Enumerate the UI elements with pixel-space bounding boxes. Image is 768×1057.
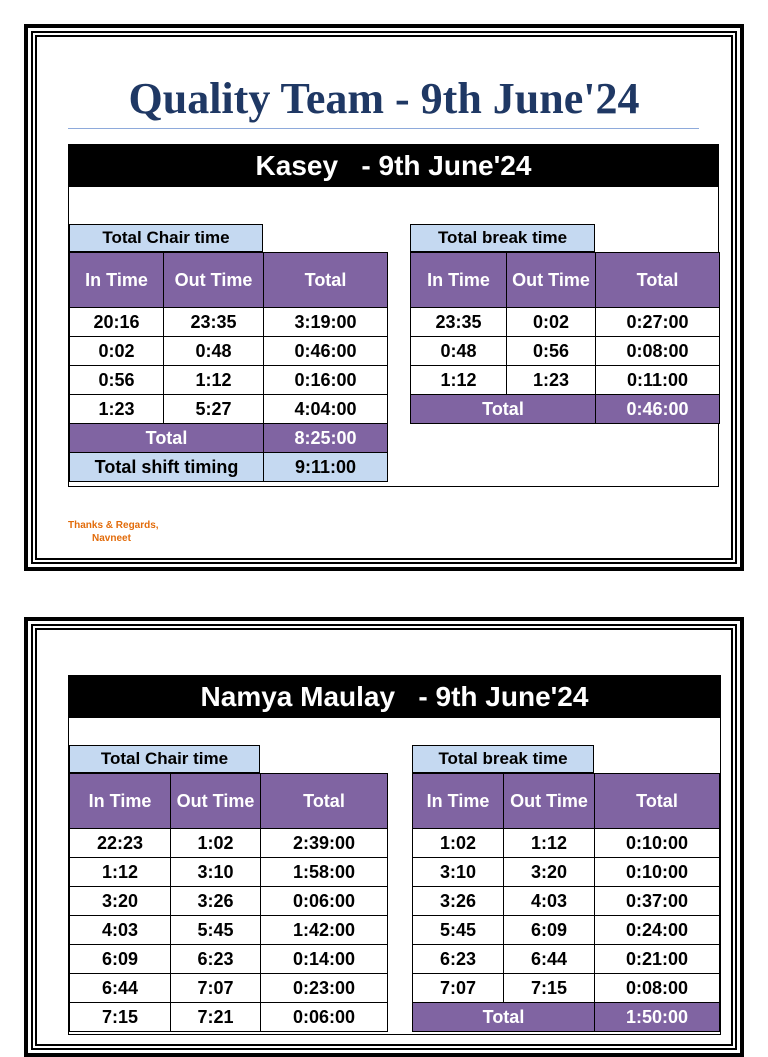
total-cell: 2:39:00 — [261, 829, 388, 858]
in-time-cell: 3:10 — [413, 858, 504, 887]
total-label: Total — [411, 395, 596, 424]
table-row — [413, 945, 720, 974]
page-title: Quality Team - 9th June'24 — [128, 74, 640, 123]
in-time-cell: 0:48 — [411, 337, 507, 366]
total-cell: 0:10:00 — [595, 829, 720, 858]
out-time-cell: 3:20 — [504, 858, 595, 887]
out-time-cell: 7:07 — [171, 974, 261, 1003]
column-header: In Time — [70, 253, 164, 308]
table-row — [413, 887, 720, 916]
in-time-cell: 7:15 — [70, 1003, 171, 1032]
table-header-row — [70, 774, 388, 829]
out-time-cell: 1:02 — [171, 829, 261, 858]
table-row — [70, 308, 388, 337]
out-time-cell: 0:48 — [164, 337, 264, 366]
table-row — [70, 829, 388, 858]
out-time-cell: 5:45 — [171, 916, 261, 945]
signature-block — [68, 519, 159, 545]
break-time-table — [410, 252, 720, 424]
total-cell: 0:08:00 — [596, 337, 720, 366]
column-header: Total — [595, 774, 720, 829]
in-time-cell: 0:02 — [70, 337, 164, 366]
chair-time-table — [69, 773, 388, 1032]
column-header: Out Time — [507, 253, 596, 308]
in-time-cell: 6:44 — [70, 974, 171, 1003]
out-time-cell: 23:35 — [164, 308, 264, 337]
total-row — [70, 424, 388, 453]
total-cell: 0:10:00 — [595, 858, 720, 887]
out-time-cell: 4:03 — [504, 887, 595, 916]
person-title: Kasey - 9th June'24 — [69, 145, 718, 187]
total-cell: 3:19:00 — [264, 308, 388, 337]
total-cell: 0:08:00 — [595, 974, 720, 1003]
in-time-cell: 1:23 — [70, 395, 164, 424]
table-row — [70, 858, 388, 887]
total-row — [413, 1003, 720, 1032]
column-header: Out Time — [171, 774, 261, 829]
column-header: Total — [264, 253, 388, 308]
table-row — [70, 1003, 388, 1032]
in-time-cell: 6:23 — [413, 945, 504, 974]
in-time-cell: 1:12 — [70, 858, 171, 887]
column-header: Out Time — [164, 253, 264, 308]
total-label: Total — [70, 424, 264, 453]
title-underline — [68, 128, 699, 129]
in-time-cell: 20:16 — [70, 308, 164, 337]
table-row — [413, 974, 720, 1003]
table-row — [70, 974, 388, 1003]
table-row — [411, 366, 720, 395]
chair-time-label: Total Chair time — [69, 224, 263, 252]
out-time-cell: 7:21 — [171, 1003, 261, 1032]
total-label: Total — [413, 1003, 595, 1032]
total-cell: 0:37:00 — [595, 887, 720, 916]
total-cell: 0:46:00 — [264, 337, 388, 366]
table-row — [70, 887, 388, 916]
out-time-cell: 3:10 — [171, 858, 261, 887]
out-time-cell: 3:26 — [171, 887, 261, 916]
out-time-cell: 6:44 — [504, 945, 595, 974]
table-row — [413, 916, 720, 945]
in-time-cell: 1:12 — [411, 366, 507, 395]
out-time-cell: 0:56 — [507, 337, 596, 366]
column-header: In Time — [70, 774, 171, 829]
out-time-cell: 7:15 — [504, 974, 595, 1003]
table-row — [411, 308, 720, 337]
table-row — [70, 366, 388, 395]
total-row — [411, 395, 720, 424]
column-header: In Time — [411, 253, 507, 308]
in-time-cell: 6:09 — [70, 945, 171, 974]
total-value: 8:25:00 — [264, 424, 388, 453]
column-header: Total — [261, 774, 388, 829]
out-time-cell: 5:27 — [164, 395, 264, 424]
chair-time-label: Total Chair time — [69, 745, 260, 773]
total-cell: 0:16:00 — [264, 366, 388, 395]
total-cell: 1:58:00 — [261, 858, 388, 887]
table-row — [70, 337, 388, 366]
in-time-cell: 23:35 — [411, 308, 507, 337]
regards-name: Navneet — [92, 533, 131, 544]
in-time-cell: 1:02 — [413, 829, 504, 858]
total-cell: 0:27:00 — [596, 308, 720, 337]
total-value: 1:50:00 — [595, 1003, 720, 1032]
in-time-cell: 7:07 — [413, 974, 504, 1003]
break-time-label: Total break time — [412, 745, 594, 773]
shift-row — [70, 453, 388, 482]
column-header: In Time — [413, 774, 504, 829]
total-cell: 0:24:00 — [595, 916, 720, 945]
out-time-cell: 1:12 — [504, 829, 595, 858]
total-cell: 0:14:00 — [261, 945, 388, 974]
out-time-cell: 0:02 — [507, 308, 596, 337]
table-row — [70, 916, 388, 945]
total-cell: 4:04:00 — [264, 395, 388, 424]
in-time-cell: 3:26 — [413, 887, 504, 916]
in-time-cell: 22:23 — [70, 829, 171, 858]
total-cell: 1:42:00 — [261, 916, 388, 945]
in-time-cell: 3:20 — [70, 887, 171, 916]
table-row — [413, 858, 720, 887]
out-time-cell: 6:23 — [171, 945, 261, 974]
total-cell: 0:23:00 — [261, 974, 388, 1003]
table-row — [411, 337, 720, 366]
shift-timing-label: Total shift timing — [70, 453, 264, 482]
table-header-row — [411, 253, 720, 308]
total-cell: 0:21:00 — [595, 945, 720, 974]
column-header: Out Time — [504, 774, 595, 829]
table-row — [413, 829, 720, 858]
total-cell: 0:11:00 — [596, 366, 720, 395]
out-time-cell: 6:09 — [504, 916, 595, 945]
total-value: 0:46:00 — [596, 395, 720, 424]
person-title: Namya Maulay - 9th June'24 — [69, 676, 720, 718]
total-cell: 0:06:00 — [261, 887, 388, 916]
table-row — [70, 945, 388, 974]
chair-time-table — [69, 252, 388, 482]
in-time-cell: 5:45 — [413, 916, 504, 945]
table-row — [70, 395, 388, 424]
break-time-label: Total break time — [410, 224, 595, 252]
regards-line: Thanks & Regards, — [68, 520, 159, 531]
table-header-row — [70, 253, 388, 308]
table-header-row — [413, 774, 720, 829]
total-cell: 0:06:00 — [261, 1003, 388, 1032]
out-time-cell: 1:12 — [164, 366, 264, 395]
in-time-cell: 4:03 — [70, 916, 171, 945]
break-time-table — [412, 773, 720, 1032]
column-header: Total — [596, 253, 720, 308]
out-time-cell: 1:23 — [507, 366, 596, 395]
shift-timing-value: 9:11:00 — [264, 453, 388, 482]
in-time-cell: 0:56 — [70, 366, 164, 395]
